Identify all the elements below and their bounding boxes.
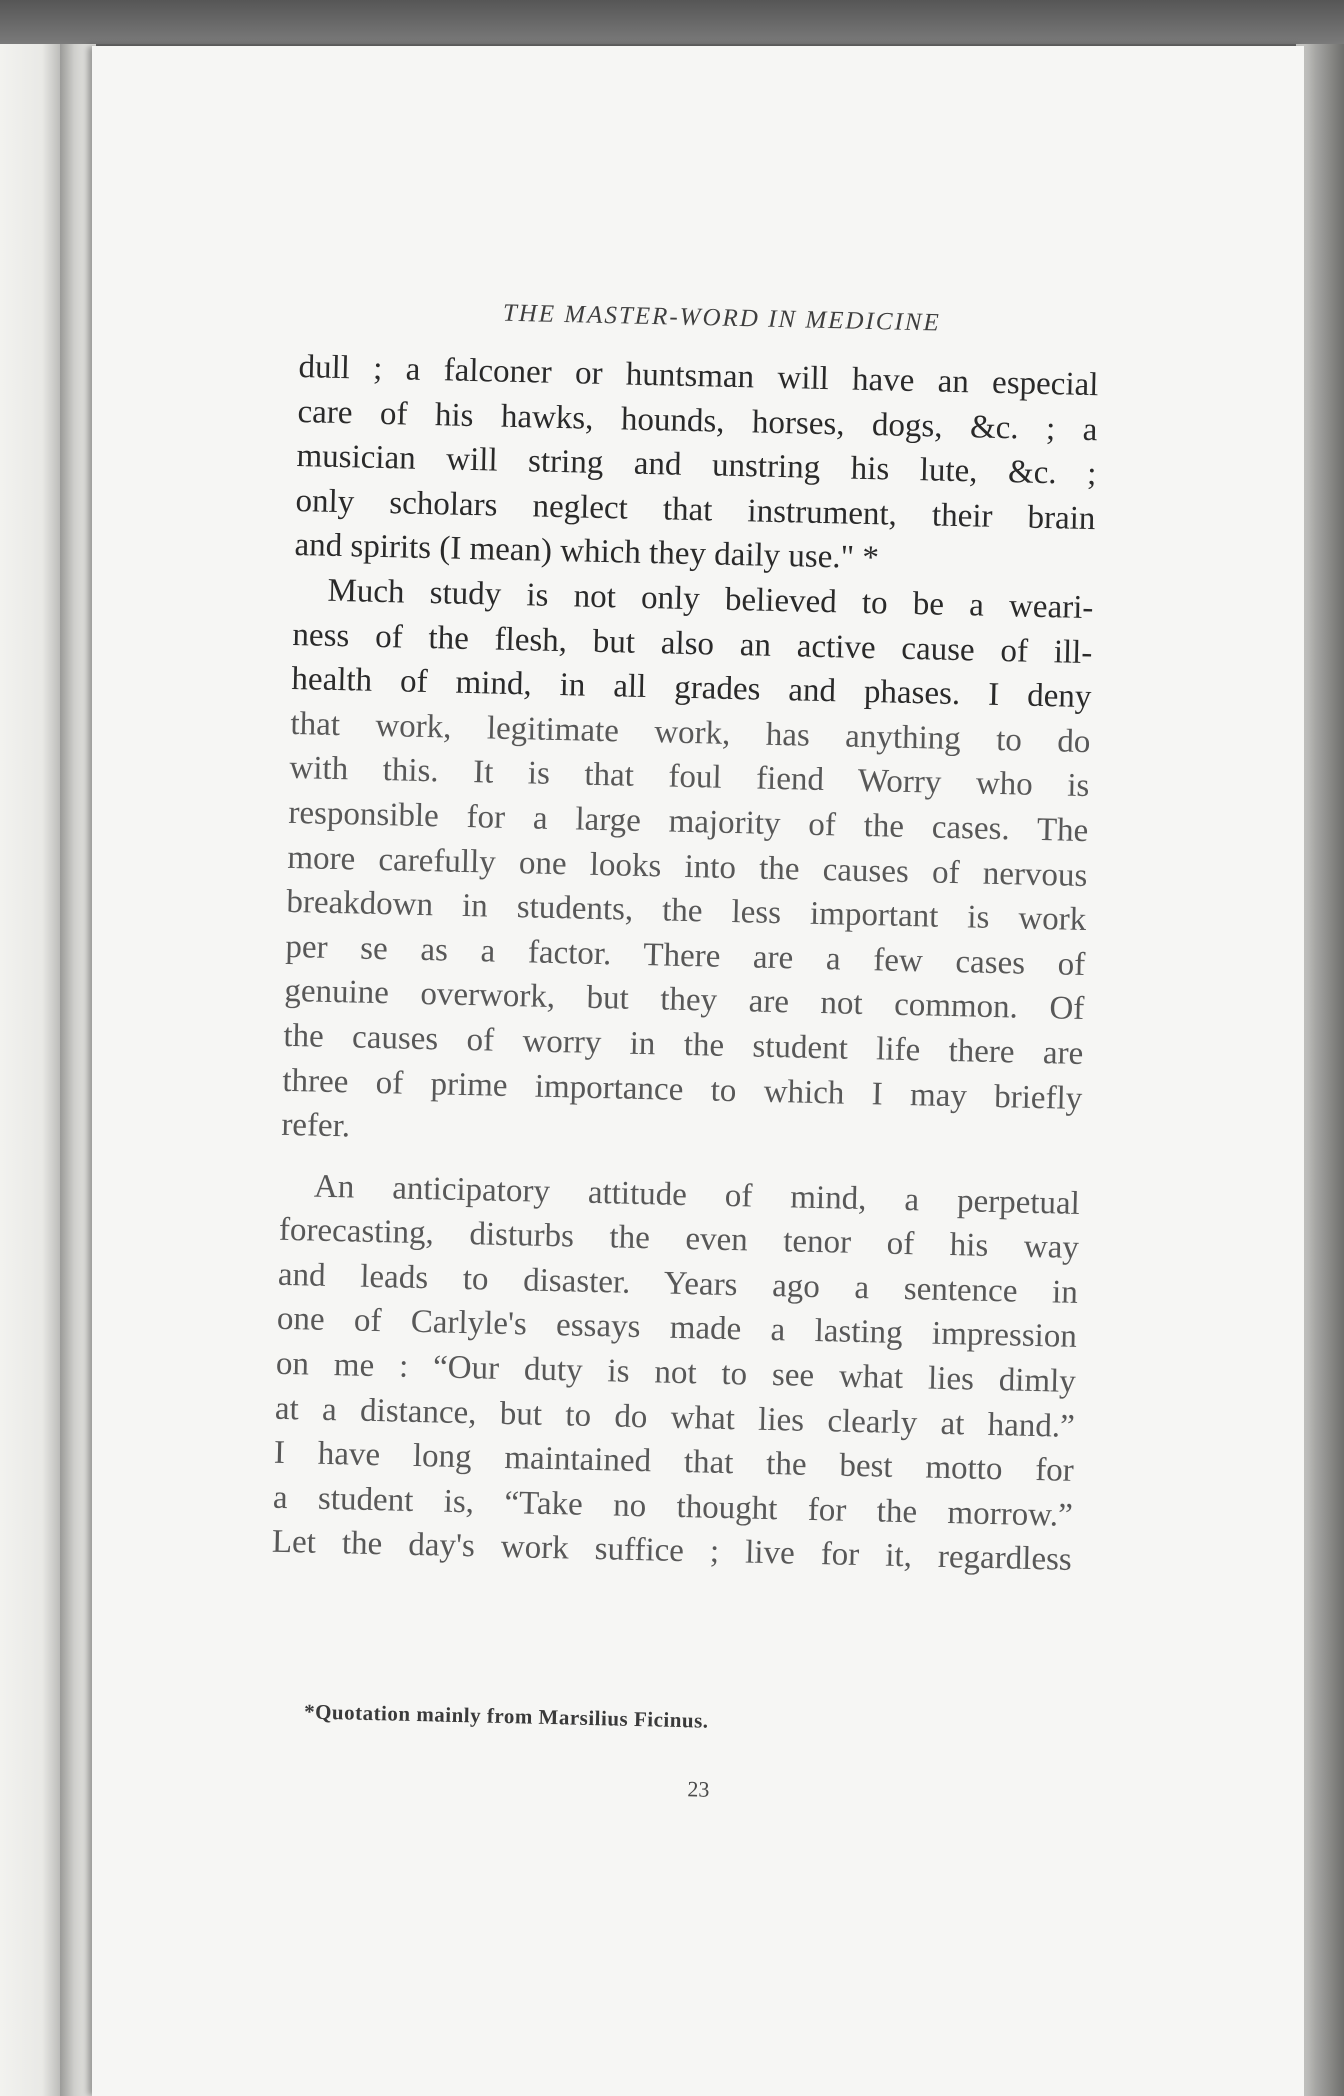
text-line: that work, legitimate work, has anything to do: [290, 705, 1091, 760]
page-content: [46, 32, 1304, 2096]
text-line: at a distance, but to do what lies clearly at hand.”: [274, 1390, 1076, 1445]
text-line: care of his hawks, hounds, horses, dogs, &c. ; a: [297, 393, 1098, 448]
text-line: ness of the flesh, but also an active cause of ill-: [292, 616, 1093, 671]
text-line: and spirits (I mean) which they daily use." *: [294, 527, 880, 577]
text-line: Much study is not only believed to be a weari-: [327, 572, 1094, 627]
text-line: dull ; a falconer or huntsman will have an especial: [298, 349, 1099, 404]
text-line: with this. It is that foul fiend Worry who is: [289, 750, 1090, 805]
text-line: musician will string and unstring his lute, &c. ;: [296, 438, 1097, 493]
text-line: refer.: [281, 1106, 351, 1145]
footnote: *Quotation mainly from Marsilius Ficinus.: [303, 1699, 709, 1733]
text-line: responsible for a large majority of the cases. The: [288, 794, 1089, 849]
page-number: 23: [687, 1776, 710, 1802]
text-line: breakdown in students, the less important is work: [286, 884, 1087, 939]
text-line: I have long maintained that the best motto for: [273, 1434, 1075, 1490]
text-line: one of Carlyle's essays made a lasting impression: [276, 1301, 1078, 1356]
text-line: a student is, “Take no thought for the morrow.”: [272, 1479, 1074, 1534]
text-line: more carefully one looks into the causes of nervous: [287, 839, 1088, 894]
text-line: Let the day's work suffice ; live for it, regardless: [271, 1524, 1073, 1579]
text-line: genuine overwork, but they are not common. Of: [284, 973, 1085, 1028]
paragraph-1: [294, 345, 1099, 586]
text-line: per se as a factor. There are a few cases of: [285, 928, 1086, 983]
text-line: only scholars neglect that instrument, their brain: [295, 482, 1096, 537]
paragraph-2: [281, 568, 1094, 1166]
text-line: and leads to disaster. Years ago a sentence in: [277, 1256, 1079, 1311]
text-line: three of prime importance to which I may briefly: [282, 1062, 1083, 1117]
paragraph-3: [271, 1164, 1080, 1583]
text-line: forecasting, disturbs the even tenor of his way: [278, 1212, 1080, 1267]
text-line: on me : “Our duty is not to see what lies dimly: [275, 1345, 1077, 1400]
body-text: [271, 345, 1098, 1583]
running-head: THE MASTER-WORD IN MEDICINE: [502, 299, 942, 337]
text-line: the causes of worry in the student life there are: [283, 1017, 1084, 1072]
book-cover-edge: [0, 44, 60, 2096]
text-line: health of mind, in all grades and phases. I deny: [291, 661, 1092, 716]
text-line: An anticipatory attitude of mind, a perpetual: [313, 1168, 1081, 1222]
book-page: [92, 46, 1304, 2096]
